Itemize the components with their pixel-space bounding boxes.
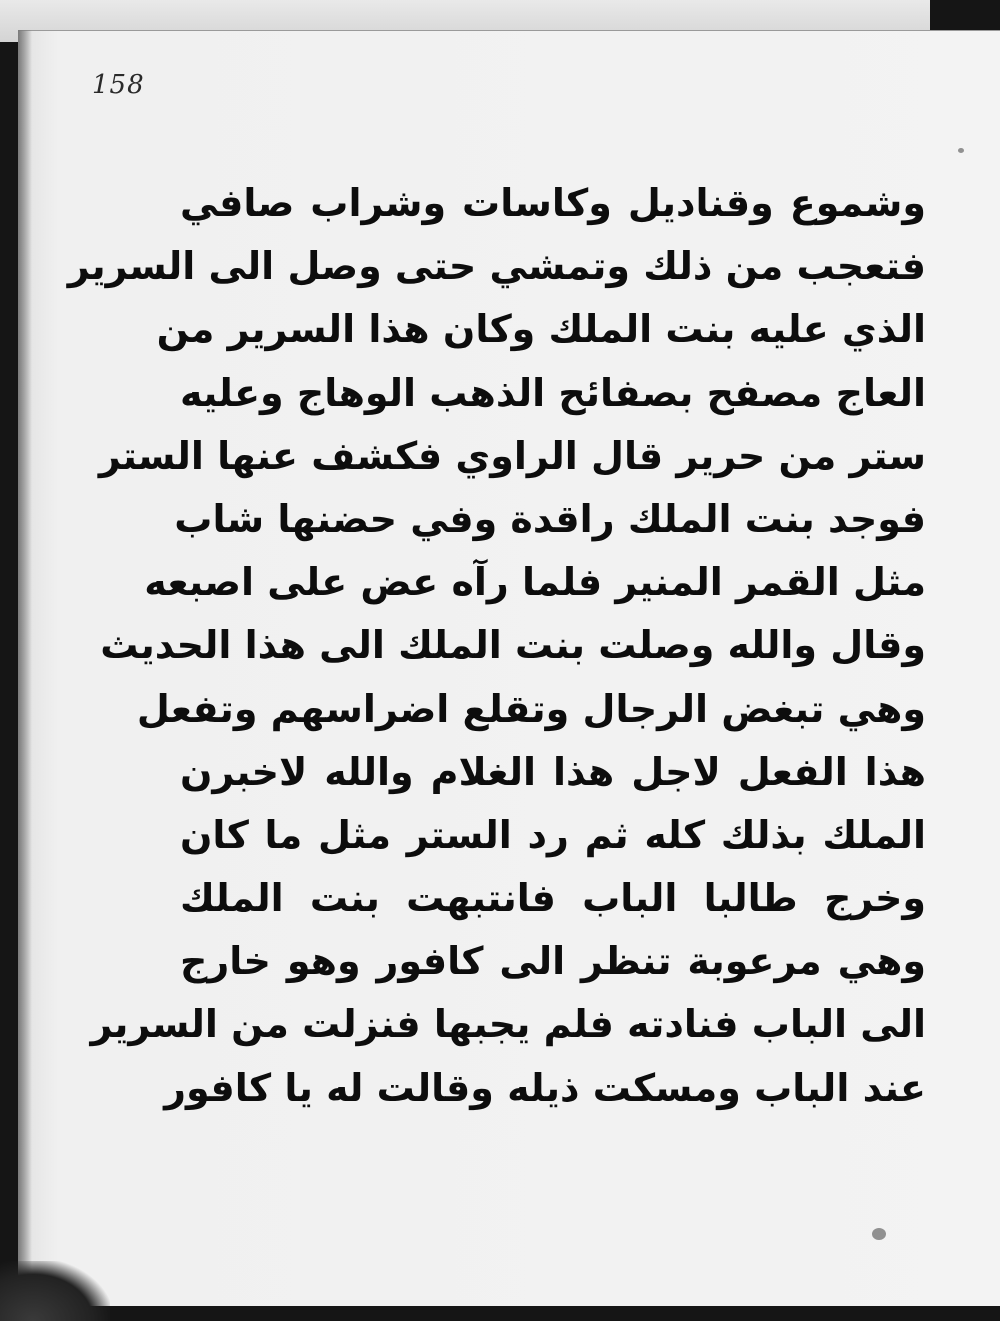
text-line: مثل القمر المنير فلما رآه عض على اصبعه: [144, 560, 926, 605]
ink-speck: [958, 148, 964, 153]
thumb-shadow: [0, 1261, 110, 1321]
text-line: وقال والله وصلت بنت الملك الى هذا الحديث: [100, 623, 926, 668]
text-line: الملك بذلك كله ثم رد الستر مثل ما كان: [180, 812, 926, 857]
arabic-text-block: [67, 172, 926, 1120]
binding-gutter: [18, 30, 32, 1305]
text-line: وشموع وقناديل وكاسات وشراب صافي: [180, 181, 926, 225]
text-line: وهي تبغض الرجال وتقلع اضراسهم وتفعل: [136, 686, 926, 731]
text-line: فوجد بنت الملك راقدة وفي حضنها شاب: [174, 496, 926, 541]
text-line: فتعجب من ذلك وتمشي حتى وصل الى السرير: [67, 244, 926, 289]
text-line: الذي عليه بنت الملك وكان هذا السرير من: [156, 307, 926, 352]
page-number: 158: [92, 70, 145, 100]
text-line: وهي مرعوبة تنظر الى كافور وهو خارج: [180, 939, 926, 984]
text-line: هذا الفعل لاجل هذا الغلام والله لاخبرن: [180, 749, 926, 794]
text-line: وخرج طالبا الباب فانتبهت بنت الملك: [180, 876, 926, 921]
text-line: ستر من حرير قال الراوي فكشف عنها الستر: [98, 433, 926, 478]
text-line: عند الباب ومسكت ذيله وقالت له يا كافور: [164, 1065, 926, 1110]
text-line: الى الباب فنادته فلم يجبها فنزلت من السرير: [90, 1002, 926, 1047]
ink-speck: [872, 1228, 886, 1240]
text-line: العاج مصفح بصفائح الذهب الوهاج وعليه: [180, 370, 926, 415]
